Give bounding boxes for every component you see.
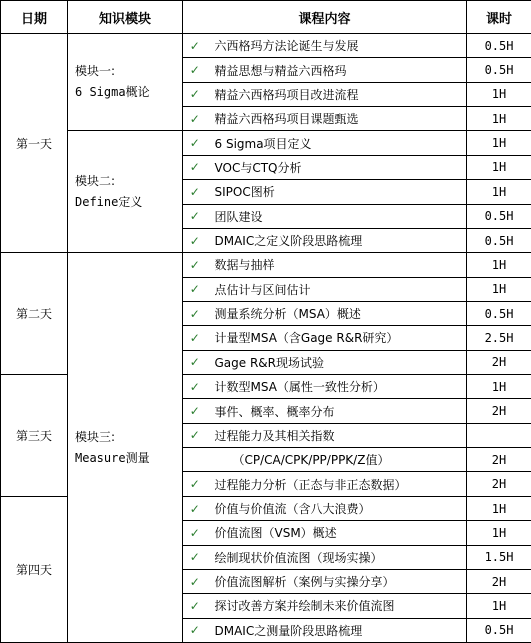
course-content: 事件、概率、概率分布 bbox=[207, 399, 467, 423]
check-icon: ✓ bbox=[183, 375, 207, 399]
check-icon: ✓ bbox=[183, 399, 207, 423]
course-hours: 1H bbox=[467, 107, 531, 131]
check-icon: ✓ bbox=[183, 472, 207, 496]
check-icon: ✓ bbox=[183, 545, 207, 569]
course-hours: 0.5H bbox=[467, 34, 531, 58]
course-hours: 0.5H bbox=[467, 301, 531, 325]
module-title: 模块一: bbox=[75, 64, 116, 79]
course-content: 精益六西格玛项目课题甄选 bbox=[207, 107, 467, 131]
check-icon: ✓ bbox=[183, 253, 207, 277]
course-hours bbox=[467, 423, 531, 447]
check-icon bbox=[183, 448, 207, 472]
day-cell: 第四天 bbox=[1, 496, 68, 642]
course-hours: 1H bbox=[467, 82, 531, 106]
course-hours: 2H bbox=[467, 350, 531, 374]
course-content: 点估计与区间估计 bbox=[207, 277, 467, 301]
course-hours: 2H bbox=[467, 569, 531, 593]
header-date: 日期 bbox=[1, 1, 68, 34]
check-icon: ✓ bbox=[183, 228, 207, 252]
check-icon: ✓ bbox=[183, 326, 207, 350]
course-content: 测量系统分析（MSA）概述 bbox=[207, 301, 467, 325]
header-row bbox=[1, 1, 531, 34]
course-hours: 1H bbox=[467, 375, 531, 399]
course-content: 价值流图解析（案例与实操分享） bbox=[207, 569, 467, 593]
day-cell: 第三天 bbox=[1, 375, 68, 497]
course-hours: 1H bbox=[467, 521, 531, 545]
course-content: 团队建设 bbox=[207, 204, 467, 228]
module-cell bbox=[68, 131, 183, 253]
check-icon: ✓ bbox=[183, 277, 207, 301]
course-hours: 1H bbox=[467, 253, 531, 277]
course-content: 计数型MSA（属性一致性分析） bbox=[207, 375, 467, 399]
course-hours: 2H bbox=[467, 448, 531, 472]
course-hours: 1H bbox=[467, 594, 531, 618]
course-content: 数据与抽样 bbox=[207, 253, 467, 277]
course-content: 过程能力分析（正态与非正态数据） bbox=[207, 472, 467, 496]
course-content: 计量型MSA（含Gage R&R研究） bbox=[207, 326, 467, 350]
check-icon: ✓ bbox=[183, 301, 207, 325]
course-content: VOC与CTQ分析 bbox=[207, 155, 467, 179]
course-content: （CP/CA/CPK/PP/PPK/Z值） bbox=[207, 448, 467, 472]
course-hours: 0.5H bbox=[467, 228, 531, 252]
check-icon: ✓ bbox=[183, 204, 207, 228]
course-hours: 0.5H bbox=[467, 58, 531, 82]
check-icon: ✓ bbox=[183, 82, 207, 106]
table-row bbox=[1, 34, 531, 58]
course-hours: 1.5H bbox=[467, 545, 531, 569]
check-icon: ✓ bbox=[183, 34, 207, 58]
check-icon: ✓ bbox=[183, 155, 207, 179]
course-hours: 1H bbox=[467, 155, 531, 179]
course-content: 价值与价值流（含八大浪费） bbox=[207, 496, 467, 520]
course-content: 价值流图（VSM）概述 bbox=[207, 521, 467, 545]
check-icon: ✓ bbox=[183, 496, 207, 520]
course-hours: 1H bbox=[467, 496, 531, 520]
course-hours: 1H bbox=[467, 277, 531, 301]
course-content: Gage R&R现场试验 bbox=[207, 350, 467, 374]
check-icon: ✓ bbox=[183, 618, 207, 642]
course-content: 探讨改善方案并绘制未来价值流图 bbox=[207, 594, 467, 618]
course-content: 精益六西格玛项目改进流程 bbox=[207, 82, 467, 106]
module-name: Measure测量 bbox=[75, 450, 150, 465]
course-content: 精益思想与精益六西格玛 bbox=[207, 58, 467, 82]
check-icon: ✓ bbox=[183, 569, 207, 593]
course-hours: 0.5H bbox=[467, 204, 531, 228]
table-row bbox=[1, 253, 531, 277]
check-icon: ✓ bbox=[183, 350, 207, 374]
check-icon: ✓ bbox=[183, 58, 207, 82]
check-icon: ✓ bbox=[183, 521, 207, 545]
module-cell bbox=[68, 253, 183, 643]
course-hours: 2H bbox=[467, 472, 531, 496]
course-content: DMAIC之测量阶段思路梳理 bbox=[207, 618, 467, 642]
course-content: DMAIC之定义阶段思路梳理 bbox=[207, 228, 467, 252]
header-hours: 课时 bbox=[467, 1, 531, 34]
check-icon: ✓ bbox=[183, 107, 207, 131]
course-hours: 1H bbox=[467, 180, 531, 204]
header-content: 课程内容 bbox=[183, 1, 467, 34]
course-hours: 2.5H bbox=[467, 326, 531, 350]
check-icon: ✓ bbox=[183, 131, 207, 155]
check-icon: ✓ bbox=[183, 423, 207, 447]
module-title: 模块二: bbox=[75, 173, 116, 188]
course-hours: 0.5H bbox=[467, 618, 531, 642]
course-content: 6 Sigma项目定义 bbox=[207, 131, 467, 155]
module-name: Define定义 bbox=[75, 194, 143, 209]
check-icon: ✓ bbox=[183, 180, 207, 204]
course-content: 六西格玛方法论诞生与发展 bbox=[207, 34, 467, 58]
module-name: 6 Sigma概论 bbox=[75, 85, 150, 100]
course-content: SIPOC图析 bbox=[207, 180, 467, 204]
course-hours: 2H bbox=[467, 399, 531, 423]
module-cell bbox=[68, 34, 183, 131]
course-content: 绘制现状价值流图（现场实操） bbox=[207, 545, 467, 569]
check-icon: ✓ bbox=[183, 594, 207, 618]
header-module: 知识模块 bbox=[68, 1, 183, 34]
course-hours: 1H bbox=[467, 131, 531, 155]
module-title: 模块三: bbox=[75, 429, 116, 444]
day-cell: 第二天 bbox=[1, 253, 68, 375]
course-content: 过程能力及其相关指数 bbox=[207, 423, 467, 447]
table-row bbox=[1, 131, 531, 155]
day-cell: 第一天 bbox=[1, 34, 68, 253]
